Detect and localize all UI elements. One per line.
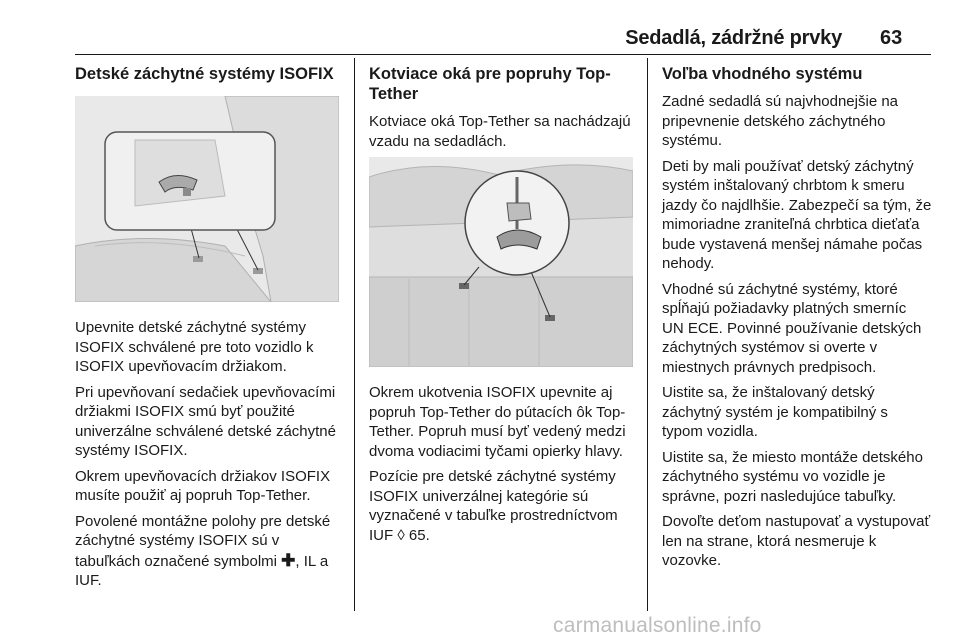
paragraph: Pri upevňovaní sedačiek upevňovacími držiakmi ISOFIX smú byť použité univerzálne schválené detské záchytné systémy ISOFIX. [75,383,336,459]
column-choice [662,64,932,577]
paragraph: Dovoľte deťom nastupovať a vystupovať len na strane, ktorá nesmeruje k vozovke. [662,513,931,569]
paragraph: Okrem upevňovacích držiakov ISOFIX musíte použiť aj popruh Top-Tether. [75,467,331,504]
section-heading-choice: Voľba vhodného systému [662,65,863,83]
isofix-seat-illustration [75,96,339,302]
top-tether-anchor-illustration [369,157,633,367]
column-divider-2 [647,58,648,611]
paragraph-positions [75,512,347,591]
header-divider [75,54,931,55]
page-header-title: Sedadlá, zádržné prvky [625,27,842,49]
paragraph: Uistite sa, že miesto montáže detského záchytného systému vo vozidle je správne, pozri nasledujúce tabuľky. [662,448,923,505]
page-reference-icon: ◊ [397,526,405,544]
isofix-cross-symbol: ✚ [281,550,296,570]
section-heading-top-tether: Kotviace oká pre popruhy Top-Tether [369,65,611,103]
paragraph-reference [369,467,633,545]
paragraph-text: Povolené montážne polohy pre detské záchytné systémy ISOFIX sú v tabuľkách označené symbolmi [75,512,331,570]
watermark: carmanualsonline.info [553,614,762,637]
paragraph: Okrem ukotvenia ISOFIX upevnite aj popruh Top-Tether do pútacích ôk Top-Tether. Popruh musí byť vedený medzi dvoma vodiacimi tyčami opierky hlavy. [369,384,626,460]
paragraph: Vhodné sú záchytné systémy, ktoré spĺňajú požiadavky platných smerníc UN ECE. Povinné používanie detských záchytných systémov si overte v miestnych právnych predpisoch. [662,280,922,376]
paragraph: Kotviace oká Top-Tether sa nachádzajú vzadu na sedadlách. [369,113,631,150]
paragraph: Upevnite detské záchytné systémy ISOFIX schválené pre toto vozidlo k ISOFIX upevňovacím držiakom. [75,319,314,375]
section-heading-isofix: Detské záchytné systémy ISOFIX [75,65,334,83]
column-isofix [75,64,347,597]
column-divider-1 [354,58,355,611]
column-top-tether [369,64,633,551]
paragraph: Zadné sedadlá sú najvhodnejšie na pripevnenie detského záchytného systému. [662,93,899,149]
paragraph-text: 65. [404,526,430,544]
page-number: 63 [880,27,903,49]
paragraph: Uistite sa, že inštalovaný detský záchytný systém je kompatibilný s typom vozidla. [662,384,888,440]
paragraph-text: Pozície pre detské záchytné systémy ISOFIX univerzálnej kategórie sú vyznačené v tabuľke prostredníctvom IUF [369,468,618,544]
paragraph-text: , IL a IUF. [75,552,329,589]
paragraph: Deti by mali používať detský záchytný systém inštalovaný chrbtom k smeru jazdy čo najdlhšie. Zabezpečí sa tým, že mimoriadne zraniteľná chrbtica dieťaťa bude vystavená menšej námahe počas nehody. [662,157,932,272]
